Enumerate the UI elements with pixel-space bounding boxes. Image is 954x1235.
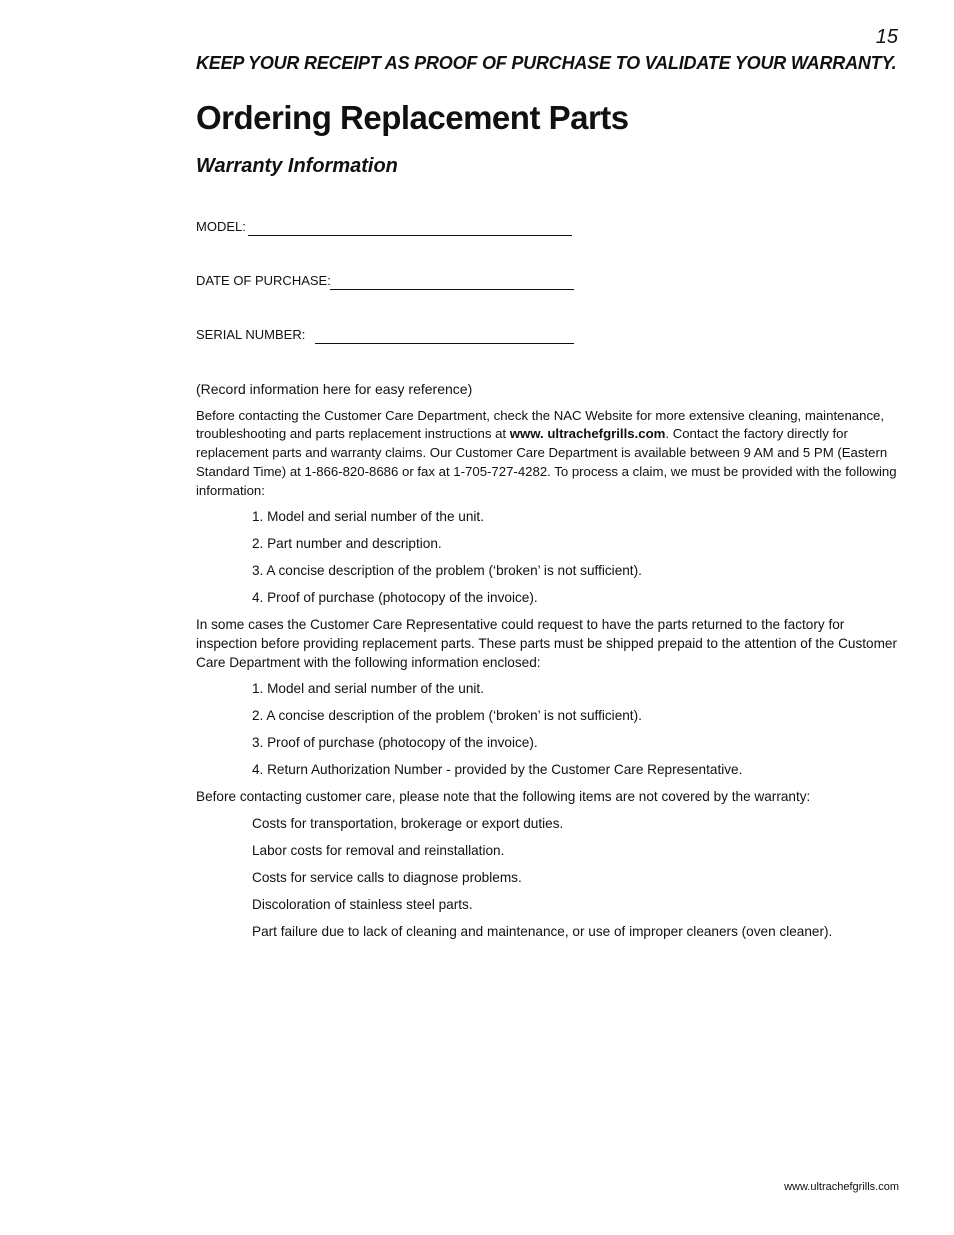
- return-paragraph: In some cases the Customer Care Representative could request to have the parts returned to the factory for inspection before providing replacement parts. These parts must be shipped prepaid to the attention of the Customer Care Department with the following information enclosed:: [196, 617, 897, 670]
- footer-website-link[interactable]: www.ultrachefgrills.com: [784, 1181, 899, 1193]
- exclusions-list: [196, 815, 901, 942]
- list-item: 2. Part number and description.: [252, 536, 442, 552]
- list-item: 4. Proof of purchase (photocopy of the invoice).: [252, 590, 538, 606]
- model-line[interactable]: [248, 235, 572, 236]
- list-item: 3. A concise description of the problem (‘broken’ is not sufficient).: [252, 563, 642, 579]
- serial-number-line[interactable]: [315, 343, 574, 344]
- section-subtitle: Warranty Information: [196, 155, 398, 177]
- list-item: Part failure due to lack of cleaning and maintenance, or use of improper cleaners (oven cleaner).: [252, 924, 833, 940]
- claim-info-list: [196, 508, 901, 608]
- record-note: (Record information here for easy reference): [196, 381, 473, 397]
- intro-paragraph: [196, 407, 901, 501]
- page-title: Ordering Replacement Parts: [196, 99, 629, 136]
- exclusions-intro: Before contacting customer care, please note that the following items are not covered by the warranty:: [196, 789, 811, 805]
- warranty-banner: KEEP YOUR RECEIPT AS PROOF OF PURCHASE TO VALIDATE YOUR WARRANTY.: [196, 53, 897, 73]
- return-info-list: [196, 680, 901, 780]
- list-item: 4. Return Authorization Number - provided by the Customer Care Representative.: [252, 762, 743, 778]
- list-item: 3. Proof of purchase (photocopy of the invoice).: [252, 735, 538, 751]
- model-label: MODEL:: [196, 219, 246, 234]
- list-item: 1. Model and serial number of the unit.: [252, 681, 484, 697]
- list-item: Labor costs for removal and reinstallation.: [252, 843, 505, 859]
- list-item: Costs for service calls to diagnose problems.: [252, 870, 522, 886]
- page-number: 15: [875, 26, 898, 48]
- website-link[interactable]: www. ultrachefgrills.com: [509, 426, 666, 442]
- list-item: 1. Model and serial number of the unit.: [252, 509, 484, 525]
- date-of-purchase-label: DATE OF PURCHASE:: [196, 273, 331, 288]
- serial-number-label: SERIAL NUMBER:: [196, 327, 306, 342]
- intro-text-1: Before contacting the Customer Care Department, check the NAC Website for more extensive cleaning, maintenance, troubleshooting and parts replacement instructions at: [196, 407, 885, 442]
- list-item: 2. A concise description of the problem (‘broken’ is not sufficient).: [252, 708, 642, 724]
- intro-text-2: . Contact the factory directly for replacement parts and warranty claims. Our Customer Care Department is available between 9 AM and 5 PM (Eastern Standard Time) at 1-866-820-8686 or fax at 1-705-727-4282. To process a claim, we must be provided with the following information:: [196, 426, 897, 498]
- date-of-purchase-line[interactable]: [330, 289, 574, 290]
- warranty-content: [196, 380, 901, 950]
- list-item: Costs for transportation, brokerage or export duties.: [252, 816, 564, 832]
- list-item: Discoloration of stainless steel parts.: [252, 897, 473, 913]
